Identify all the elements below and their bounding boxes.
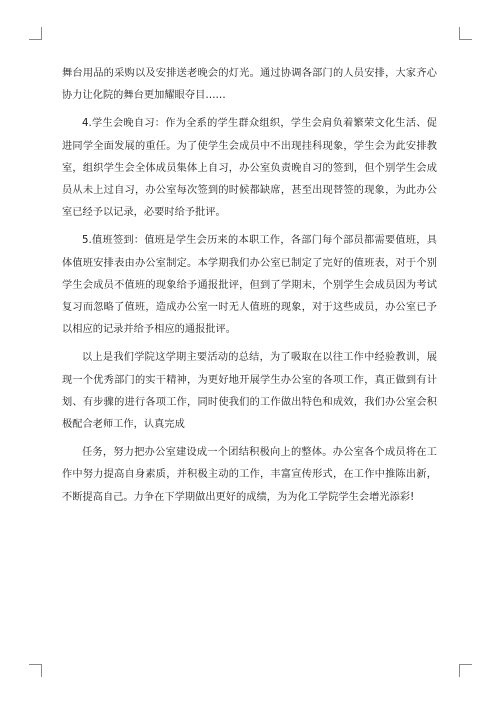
paragraph-continuation: 舞台用品的采购以及安排送老晚会的灯光。通过协调各部门的人员安排，大家齐心协力让化院的舞台更加耀眼夺目…… <box>62 68 437 102</box>
crop-mark-top-left <box>29 27 42 40</box>
crop-mark-top-right <box>459 27 472 40</box>
crop-mark-bottom-left <box>29 664 42 677</box>
paragraph-evening-study: 4.学生会晚自习：作为全系的学生群众组织，学生会肩负着繁荣文化生活、促进同学全面发展的重任。为了使学生会成员中不出现挂科现象，学生会为此安排教室，组织学生会全体成员集体上自习，办公室负责晚自习的签到，但个别学生会成员从未上过自习，办公室每次签到的时候都缺席，甚至出现替签的现象，为此办公室已经予以记录，必要时给予批评。 <box>62 118 437 219</box>
document-body <box>62 63 437 515</box>
paragraph-duty-signin: 5.值班签到：值班是学生会历来的本职工作，各部门每个部员都需要值班，具体值班安排表由办公室制定。本学期我们办公室已制定了完好的值班表，对于个别学生会成员不值班的现象给予通报批评，但到了学期末，个别学生会成员因为考试复习而忽略了值班，造成办公室一时无人值班的现象，对于这些成员，办公室已予以相应的记录并给予相应的通报批评。 <box>62 235 437 336</box>
paragraph-closing: 任务，努力把办公室建设成一个团结积极向上的整体。办公室各个成员将在工作中努力提高自身素质，并积极主动的工作，丰富宣传形式，在工作中推陈出新，不断提高自己。力争在下学期做出更好的成绩，为为化工学院学生会增光添彩! <box>62 447 437 503</box>
crop-mark-bottom-right <box>459 664 472 677</box>
paragraph-summary: 以上是我们学院这学期主要活动的总结，为了吸取在以往工作中经验教训，展现一个优秀部门的实干精神，为更好地开展学生办公室的各项工作，真正做到有计划、有步骤的进行各项工作，同时使我们的工作做出特色和成效，我们办公室会积极配合老师工作，认真完成 <box>62 352 437 431</box>
